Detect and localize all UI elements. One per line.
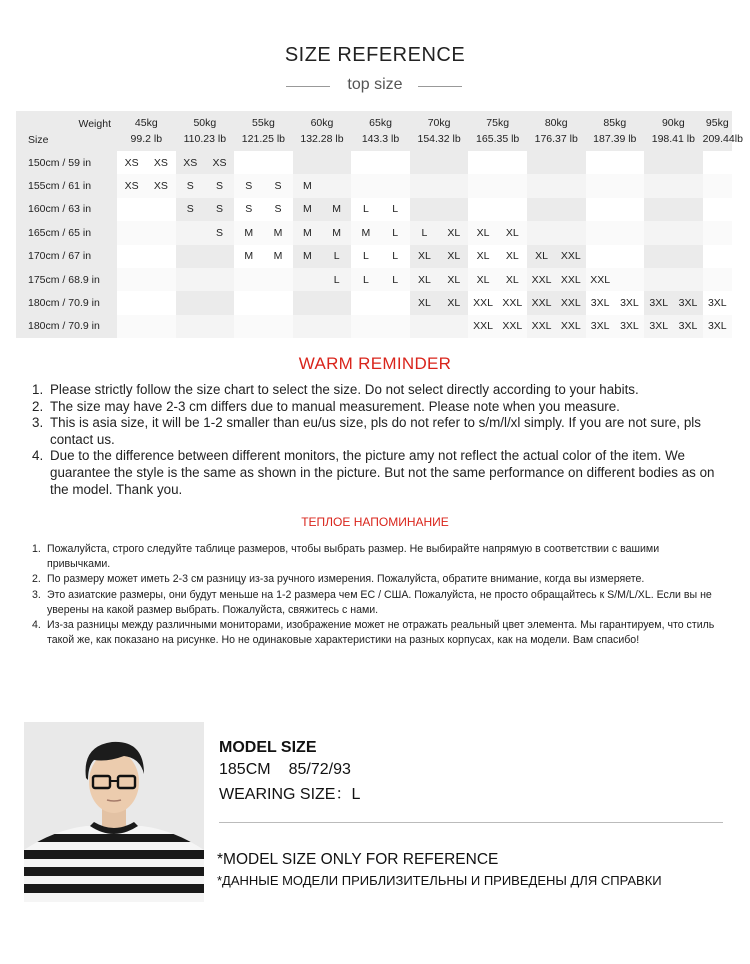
reminder-item (32, 448, 722, 498)
model-wearing-size: WEARING SIZE：L (219, 786, 361, 803)
size-cell (527, 198, 556, 221)
size-cell: XS (205, 151, 234, 174)
size-cell (322, 151, 351, 174)
size-cell (146, 315, 175, 338)
size-cell (498, 174, 527, 197)
reminder-ru-item-number: 2. (32, 573, 41, 586)
size-cell: XL (498, 221, 527, 244)
size-cell (615, 221, 644, 244)
size-cell (381, 174, 410, 197)
size-row (16, 291, 732, 314)
size-cell (439, 174, 468, 197)
size-cell (703, 245, 732, 268)
size-cell: XL (410, 291, 439, 314)
size-cell (263, 315, 292, 338)
size-row (16, 151, 732, 174)
size-cell (673, 198, 702, 221)
size-cell: M (322, 198, 351, 221)
header-corner (16, 111, 117, 151)
size-cell (146, 245, 175, 268)
size-cell: XS (117, 151, 146, 174)
size-cell: L (410, 221, 439, 244)
size-cell (205, 245, 234, 268)
size-cell: XL (410, 268, 439, 291)
weight-header-cell (410, 111, 469, 151)
weight-kg: 65kg (369, 117, 392, 129)
weight-header-cell (468, 111, 527, 151)
warm-reminder-ru-title: ТЕПЛОЕ НАПОМИНАНИЕ (301, 515, 449, 529)
weight-header-cell (117, 111, 176, 151)
weight-kg: 95kg (705, 117, 729, 129)
size-cell (176, 291, 205, 314)
size-cell: XS (117, 174, 146, 197)
size-cell (703, 198, 732, 221)
size-cell (117, 268, 146, 291)
warm-reminder-ru-list (32, 542, 722, 648)
size-cell (703, 221, 732, 244)
size-cell (468, 151, 497, 174)
size-cell (117, 221, 146, 244)
size-cell (176, 221, 205, 244)
reminder-ru-item-text: Пожалуйста, строго следуйте таблице размеров, чтобы выбрать размер. Не выбирайте напрямую в соответствии с вашими привычками. (47, 543, 660, 571)
size-cell: S (234, 174, 263, 197)
size-cell (556, 151, 585, 174)
size-cell (293, 151, 322, 174)
reminder-ru-item-text: По размеру может иметь 2-3 см разницу из-за ручного измерения. Пожалуйста, обратите внимание, когда вы измеряете. (47, 573, 645, 586)
size-row (16, 174, 732, 197)
reminder-ru-item-number: 3. (32, 588, 41, 601)
weight-lb: 154.32 lb (417, 133, 461, 145)
size-cell: XL (439, 245, 468, 268)
size-cell: L (322, 268, 351, 291)
size-cell: M (293, 174, 322, 197)
size-cell: 3XL (673, 315, 702, 338)
size-cell: M (293, 221, 322, 244)
weight-lb: 198.41 lb (651, 133, 695, 145)
weight-lb: 176.37 lb (534, 133, 578, 145)
height-label: 160cm / 63 in (16, 198, 117, 221)
size-cell: M (351, 221, 380, 244)
reminder-item (32, 415, 722, 448)
size-cell: XXL (527, 268, 556, 291)
height-label: 180cm / 70.9 in (16, 291, 117, 314)
size-cell (703, 268, 732, 291)
size-cell (615, 198, 644, 221)
size-cell: XS (146, 174, 175, 197)
weight-header-row (16, 111, 732, 151)
size-cell: 3XL (673, 291, 702, 314)
size-cell: S (176, 198, 205, 221)
weight-header-cell (586, 111, 645, 151)
size-cell (586, 174, 615, 197)
size-cell (644, 151, 673, 174)
size-cell (293, 315, 322, 338)
size-cell (410, 198, 439, 221)
weight-lb: 110.23 lb (183, 133, 227, 145)
size-cell (146, 221, 175, 244)
size-cell: XL (439, 268, 468, 291)
model-measurements (219, 761, 351, 779)
weight-lb: 132.28 lb (300, 133, 344, 145)
weight-lb: 165.35 lb (476, 133, 520, 145)
size-cell (644, 268, 673, 291)
size-table (16, 111, 743, 338)
size-cell: 3XL (615, 315, 644, 338)
size-cell (234, 268, 263, 291)
size-cell (205, 291, 234, 314)
size-cell (117, 198, 146, 221)
size-cell (556, 221, 585, 244)
size-cell (146, 268, 175, 291)
size-cell (322, 315, 351, 338)
size-cell (498, 151, 527, 174)
size-cell (293, 268, 322, 291)
weight-kg: 85kg (603, 117, 627, 129)
size-cell (615, 245, 644, 268)
size-cell (117, 291, 146, 314)
reminder-item-text: The size may have 2-3 cm differs due to manual measurement. Please note when you measure. (50, 398, 620, 414)
size-cell (439, 151, 468, 174)
weight-kg: 75kg (486, 117, 510, 129)
size-cell: S (205, 221, 234, 244)
model-note-ru: *ДАННЫЕ МОДЕЛИ ПРИБЛИЗИТЕЛЬНЫ И ПРИВЕДЕНЫ ДЛЯ СПРАВКИ (217, 873, 662, 888)
size-cell: XL (410, 245, 439, 268)
weight-header-cell (702, 111, 743, 151)
size-cell (381, 151, 410, 174)
size-cell (586, 245, 615, 268)
size-row (16, 245, 732, 268)
size-cell (673, 245, 702, 268)
size-cell: M (234, 221, 263, 244)
reminder-item-number: 1. (32, 382, 44, 397)
size-cell: L (351, 268, 380, 291)
size-cell: 3XL (703, 291, 732, 314)
size-cell: L (381, 268, 410, 291)
size-cell (351, 291, 380, 314)
height-label: 180cm / 70.9 in (16, 315, 117, 338)
height-label: 155cm / 61 in (16, 174, 117, 197)
size-cell (263, 151, 292, 174)
size-cell (586, 151, 615, 174)
size-cell (234, 315, 263, 338)
weight-kg: 45kg (134, 117, 158, 129)
size-cell: XXL (498, 291, 527, 314)
size-cell (644, 174, 673, 197)
weight-kg: 80kg (544, 117, 568, 129)
size-cell: 3XL (703, 315, 732, 338)
model-divider (219, 822, 723, 823)
size-cell (351, 315, 380, 338)
weight-lb: 209.44lb (702, 133, 743, 145)
height-label: 150cm / 59 in (16, 151, 117, 174)
weight-header-cell (351, 111, 410, 151)
size-cell (556, 198, 585, 221)
size-axis-label: Size (28, 134, 49, 146)
size-cell (146, 198, 175, 221)
height-label: 165cm / 65 in (16, 221, 117, 244)
weight-header-cell (527, 111, 586, 151)
size-cell (644, 245, 673, 268)
size-cell (351, 174, 380, 197)
size-cell (234, 291, 263, 314)
size-cell (234, 151, 263, 174)
size-cell (381, 291, 410, 314)
size-cell: XXL (586, 268, 615, 291)
reminder-item-number: 2. (32, 398, 44, 414)
size-cell (673, 268, 702, 291)
size-cell (205, 315, 234, 338)
weight-header-cell (234, 111, 293, 151)
model-height: 185CM (219, 761, 271, 778)
model-size-title: MODEL SIZE (219, 739, 317, 756)
size-cell: M (263, 245, 292, 268)
size-cell: XL (468, 221, 497, 244)
reminder-item-text: Due to the difference between different monitors, the picture amy not reflect the actual color of the item. We guarantee the style is the same as shown in the picture. But not the same performance on different bodies as on the model. Thank you. (50, 448, 715, 497)
size-cell (381, 315, 410, 338)
subtitle: top size (347, 76, 403, 93)
size-cell (410, 174, 439, 197)
size-row (16, 221, 732, 244)
size-cell (263, 291, 292, 314)
size-cell: XS (176, 151, 205, 174)
size-cell (176, 245, 205, 268)
size-cell (439, 198, 468, 221)
model-photo-illustration (24, 722, 204, 902)
size-cell (468, 174, 497, 197)
size-cell: XL (498, 245, 527, 268)
size-cell (556, 174, 585, 197)
size-cell: XXL (556, 315, 585, 338)
size-cell (586, 198, 615, 221)
size-cell: XL (527, 245, 556, 268)
subtitle-row (0, 76, 750, 98)
size-cell: S (205, 198, 234, 221)
weight-axis-label: Weight (78, 118, 111, 130)
size-cell: 3XL (586, 291, 615, 314)
size-cell (673, 221, 702, 244)
size-cell: XXL (527, 291, 556, 314)
reminder-item-number: 4. (32, 448, 44, 464)
size-cell (468, 198, 497, 221)
height-label: 175cm / 68.9 in (16, 268, 117, 291)
size-cell: XL (498, 268, 527, 291)
size-cell (703, 151, 732, 174)
reminder-item (32, 382, 722, 399)
size-row (16, 198, 732, 221)
size-cell: L (351, 198, 380, 221)
size-cell (205, 268, 234, 291)
page-title: SIZE REFERENCE (284, 44, 466, 66)
size-cell (615, 268, 644, 291)
reminder-item (32, 399, 722, 416)
size-cell: XL (468, 268, 497, 291)
size-cell: XL (468, 245, 497, 268)
size-cell: M (234, 245, 263, 268)
size-cell: S (176, 174, 205, 197)
size-cell (527, 174, 556, 197)
size-cell: S (234, 198, 263, 221)
size-cell: 3XL (586, 315, 615, 338)
reminder-ru-item (32, 542, 722, 572)
reminder-item-text: This is asia size, it will be 1-2 smaller than eu/us size, pls do not refer to s/m/l/xl simply. If you are not sure, pls contact us. (50, 415, 701, 447)
size-cell (263, 268, 292, 291)
weight-header-cell (176, 111, 235, 151)
size-cell: XXL (556, 245, 585, 268)
size-cell: XXL (468, 315, 497, 338)
size-cell: XS (146, 151, 175, 174)
weight-lb: 187.39 lb (593, 133, 637, 145)
size-cell (146, 291, 175, 314)
size-cell: L (322, 245, 351, 268)
size-cell (498, 198, 527, 221)
weight-kg: 90kg (661, 117, 685, 129)
weight-kg: 60kg (310, 117, 334, 129)
size-cell: M (263, 221, 292, 244)
size-cell (703, 174, 732, 197)
model-note-en: *MODEL SIZE ONLY FOR REFERENCE (217, 851, 499, 868)
size-cell: XXL (468, 291, 497, 314)
height-label: 170cm / 67 in (16, 245, 117, 268)
size-cell (673, 174, 702, 197)
size-cell: XL (439, 291, 468, 314)
reminder-ru-item-text: Это азиатские размеры, они будут меньше на 1-2 размера чем ЕС / США. Пожалуйста, не просто обращайтесь к S/M/L/XL. Если вы не уверены на какой размер выбрать. Пожалуйста, свяжитесь с нами. (47, 588, 712, 616)
size-cell (176, 268, 205, 291)
reminder-ru-item-number: 1. (32, 543, 41, 555)
size-cell: L (351, 245, 380, 268)
size-cell (117, 315, 146, 338)
warm-reminder-title: WARM REMINDER (298, 354, 452, 373)
weight-lb: 121.25 lb (241, 133, 286, 145)
size-cell (410, 151, 439, 174)
size-cell (117, 245, 146, 268)
size-cell: XXL (556, 268, 585, 291)
size-cell: M (322, 221, 351, 244)
weight-header-cell (293, 111, 352, 151)
size-row (16, 268, 732, 291)
size-cell (527, 221, 556, 244)
subtitle-divider-right (418, 86, 462, 87)
size-cell: M (293, 198, 322, 221)
size-cell: M (293, 245, 322, 268)
model-body-measurements: 85/72/93 (288, 761, 351, 778)
reminder-item-text: Please strictly follow the size chart to select the size. Do not select directly according to your habits. (50, 382, 639, 397)
weight-header-cell (644, 111, 703, 151)
size-cell (673, 151, 702, 174)
size-cell (293, 291, 322, 314)
size-cell (176, 315, 205, 338)
size-cell: S (263, 174, 292, 197)
size-cell: L (381, 221, 410, 244)
size-cell (410, 315, 439, 338)
weight-lb: 99.2 lb (130, 133, 163, 145)
size-cell (351, 151, 380, 174)
size-cell (439, 315, 468, 338)
size-cell: S (205, 174, 234, 197)
reminder-item-number: 3. (32, 415, 44, 431)
size-cell (527, 151, 556, 174)
size-cell: L (381, 198, 410, 221)
model-photo (24, 722, 204, 902)
reminder-ru-item-number: 4. (32, 619, 41, 632)
size-cell: XXL (527, 315, 556, 338)
reminder-ru-item (32, 588, 722, 618)
reminder-ru-item (32, 618, 722, 648)
weight-kg: 55kg (252, 117, 275, 129)
weight-lb: 143.3 lb (361, 133, 400, 145)
size-cell (322, 174, 351, 197)
size-cell (322, 291, 351, 314)
size-cell: S (263, 198, 292, 221)
size-row (16, 315, 732, 338)
size-cell: L (381, 245, 410, 268)
size-cell: 3XL (615, 291, 644, 314)
reminder-ru-item-text: Из-за разницы между различными мониторами, изображение может не отражать реальный цвет элемента. Мы гарантируем, что стиль такой же, как показано на рисунке. Но не одинаковые характеристики на разных корпусах, как на модели. Вам спасибо! (47, 619, 715, 647)
warm-reminder-list (32, 382, 722, 498)
size-cell (586, 221, 615, 244)
size-cell (615, 151, 644, 174)
size-cell: XL (439, 221, 468, 244)
size-cell (615, 174, 644, 197)
reminder-ru-item (32, 572, 722, 587)
size-cell: 3XL (644, 315, 673, 338)
weight-kg: 70kg (427, 117, 451, 129)
weight-kg: 50kg (193, 117, 217, 129)
size-cell: XXL (498, 315, 527, 338)
size-cell (644, 198, 673, 221)
size-cell: 3XL (644, 291, 673, 314)
size-cell: XXL (556, 291, 585, 314)
size-cell (644, 221, 673, 244)
